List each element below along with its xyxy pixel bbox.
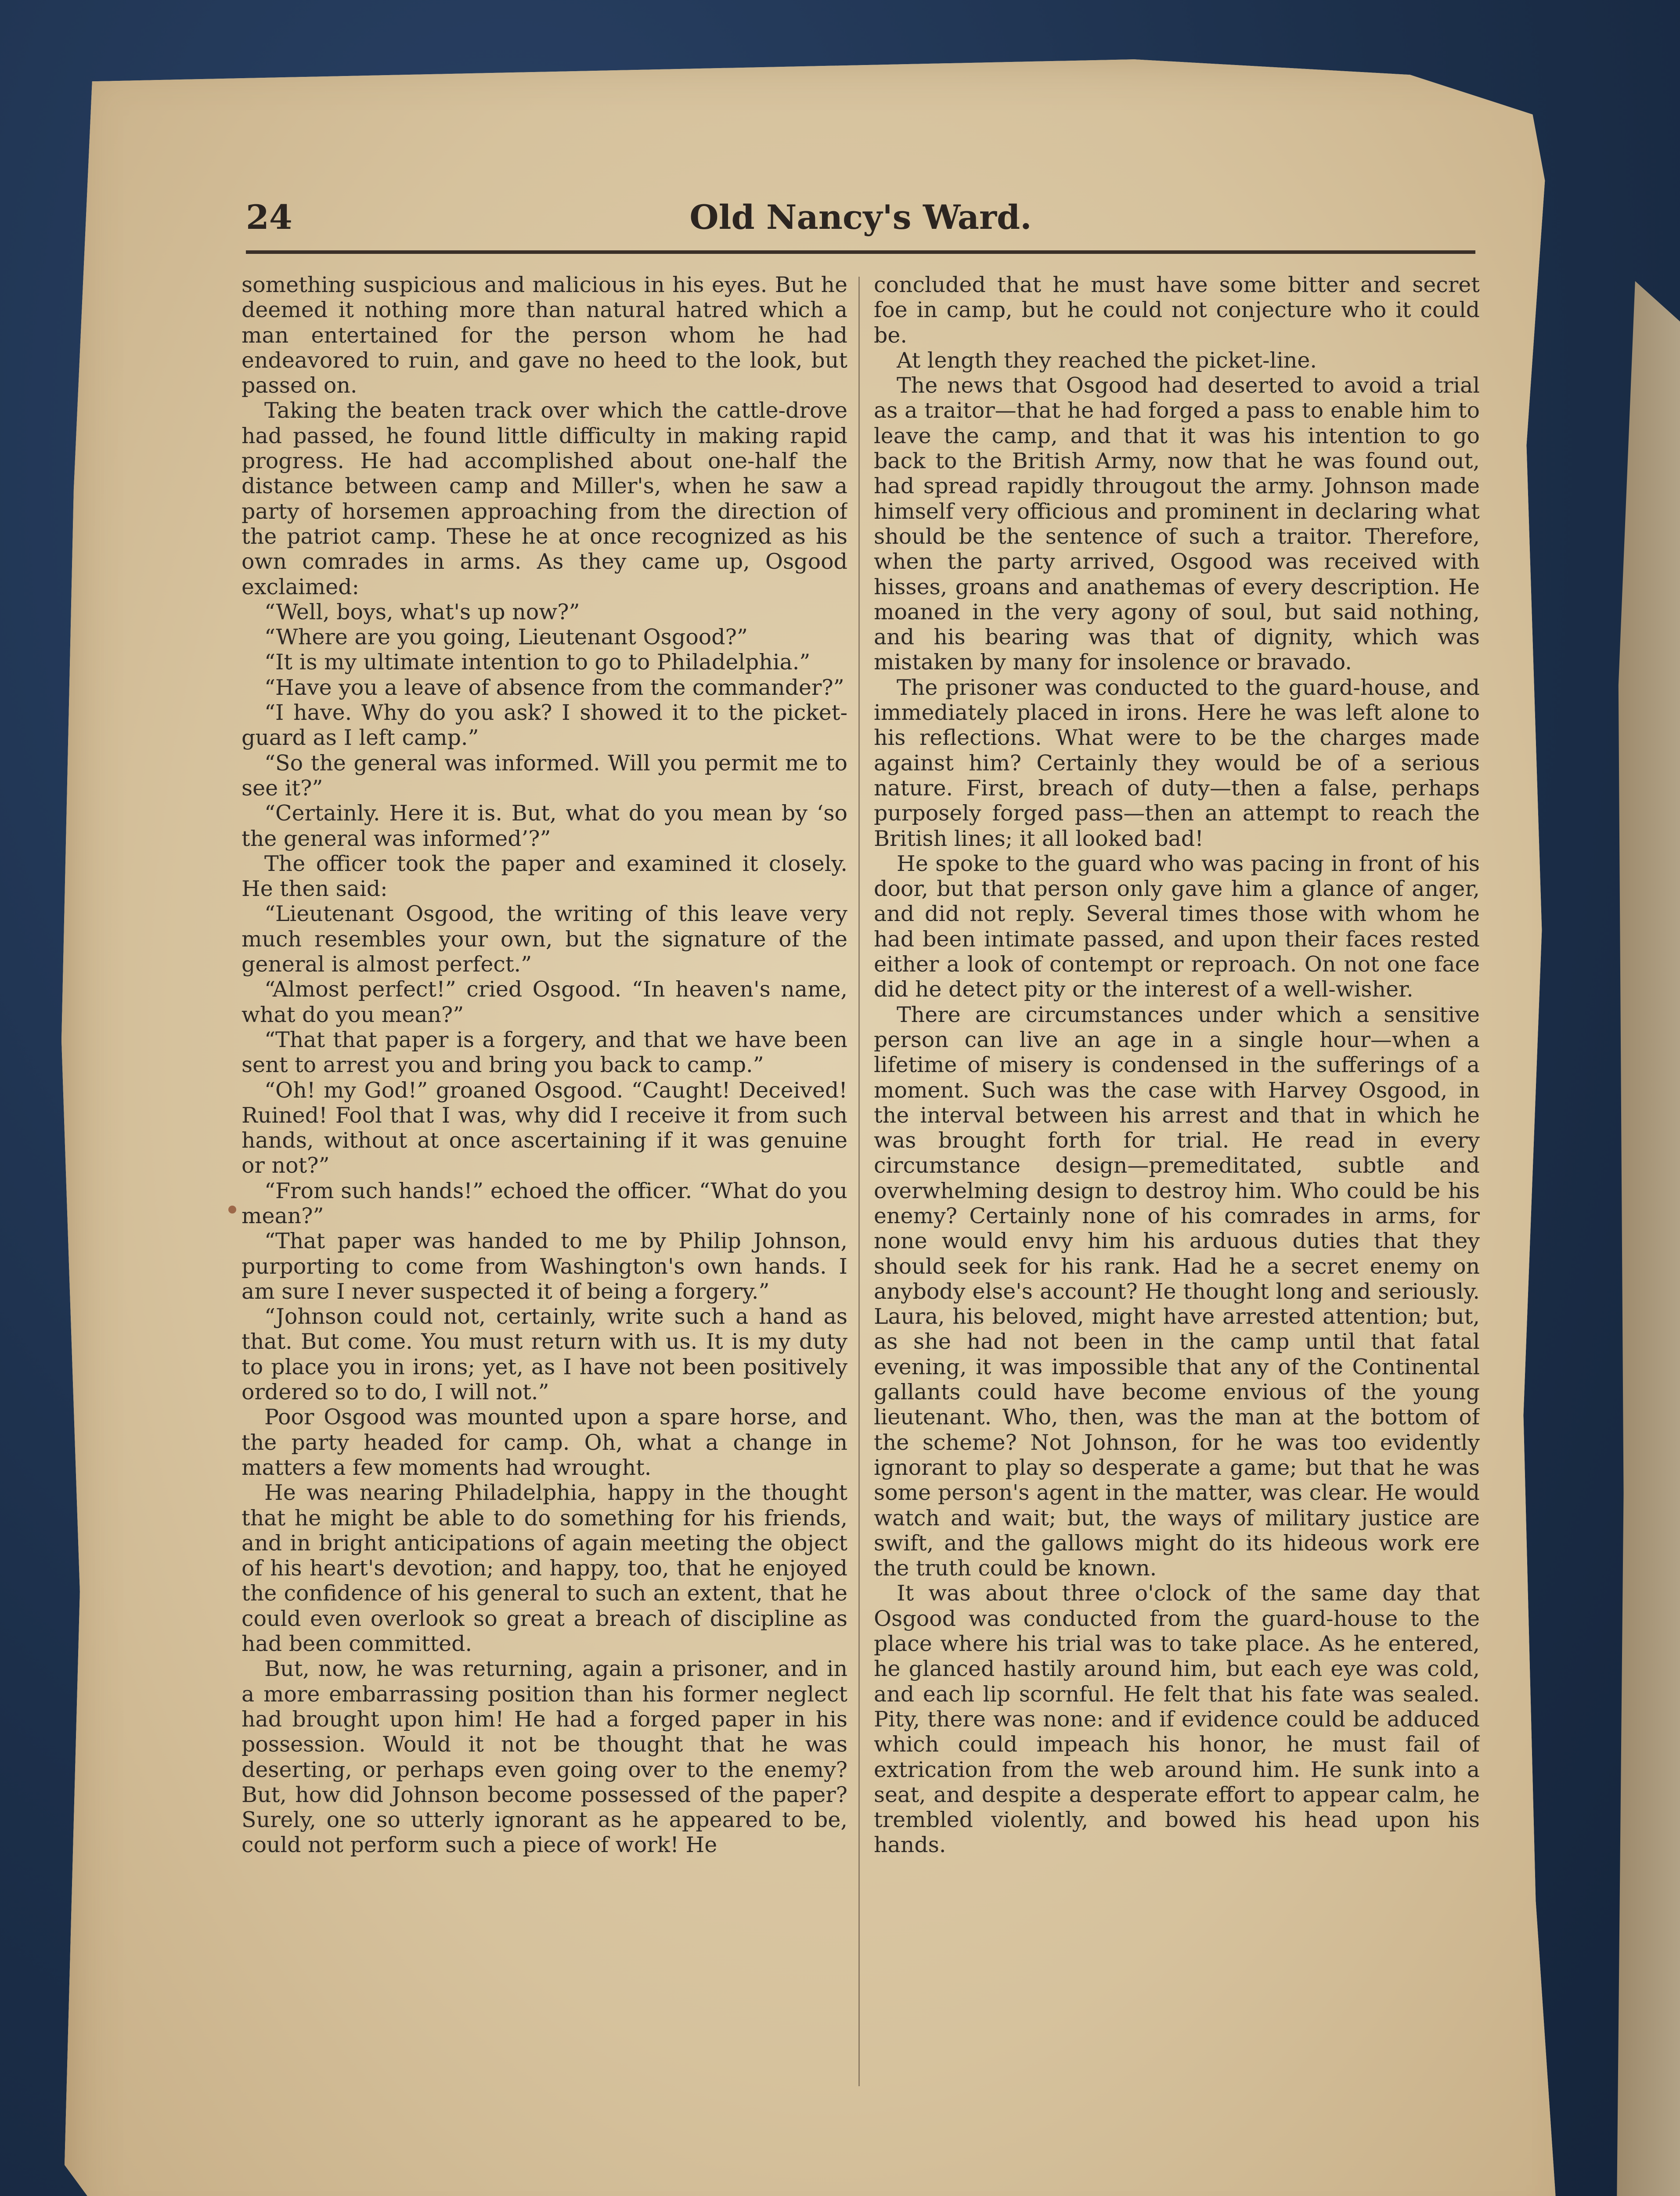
running-title: Old Nancy's Ward. <box>689 198 1032 237</box>
paragraph: “Almost perfect!” cried Osgood. “In heaven's name, what do you mean?” <box>242 977 847 1027</box>
paragraph: “Well, boys, what's up now?” <box>264 599 580 625</box>
paragraph: concluded that he must have some bitter and secret foe in camp, but he could not conjecture who it could be. <box>874 272 1480 348</box>
column-divider <box>858 277 860 2086</box>
paragraph: “Oh! my God!” groaned Osgood. “Caught! Deceived! Ruined! Fool that I was, why did I receive it from such hands, without at once ascertaining if it was genuine or not?” <box>242 1077 847 1178</box>
paragraph: “That that paper is a forgery, and that we have been sent to arrest you and bring you back to camp.” <box>242 1027 847 1078</box>
paragraph: “Johnson could not, certainly, write such a hand as that. But come. You must return with us. It is my duty to place you in irons; yet, as I have not been positively ordered so to do, I will not.” <box>242 1304 847 1405</box>
paragraph: He was nearing Philadelphia, happy in the thought that he might be able to do something for his friends, and in bright anticipations of again meeting the object of his heart's devotion; and happy, too, that he enjoyed the confidence of his general to such an extent, that he could even overlook so great a breach of discipline as had been committed. <box>242 1480 847 1657</box>
paragraph: Taking the beaten track over which the cattle-drove had passed, he found little difficulty in making rapid progress. He had accomplished about one-half the distance between camp and Miller's, when he saw a party of horsemen approaching from the direction of the patriot camp. These he at once recognized as his own comrades in arms. As they came up, Osgood exclaimed: <box>242 398 847 600</box>
paragraph: “So the general was informed. Will you permit me to see it?” <box>242 750 847 801</box>
paragraph: “Where are you going, Lieutenant Osgood?” <box>264 625 748 650</box>
paragraph: “Certainly. Here it is. But, what do you mean by ‘so the general was informed’?” <box>242 801 847 851</box>
paragraph: It was about three o'clock of the same day that Osgood was conducted from the guard-house to the place where his trial was to take place. As he entered, he glanced hastily around him, but each eye was cold, and each lip scornful. He felt that his fate was sealed. Pity, there was none: and if evidence could be adduced which could impeach his honor, he must fail of extrication from the web around him. He sunk into a seat, and despite a desperate effort to appear calm, he trembled violently, and bowed his head upon his hands. <box>874 1581 1480 1858</box>
paragraph: “I have. Why do you ask? I showed it to the picket-guard as I left camp.” <box>242 700 847 751</box>
page-header <box>246 193 1475 259</box>
paragraph: “It is my ultimate intention to go to Philadelphia.” <box>264 650 811 675</box>
ink-stain <box>228 1206 236 1214</box>
paragraph: Poor Osgood was mounted upon a spare horse, and the party headed for camp. Oh, what a change in matters a few moments had wrought. <box>242 1405 847 1480</box>
header-rule <box>246 250 1475 254</box>
paragraph: The news that Osgood had deserted to avoid a trial as a traitor—that he had forged a pass to enable him to leave the camp, and that it was his intention to go back to the British Army, now that he was found out, had spread rapidly througout the army. Johnson made himself very officious and prominent in declaring what should be the sentence of such a traitor. Therefore, when the party arrived, Osgood was received with hisses, groans and anathemas of every description. He moaned in the very agony of soul, but said nothing, and his bearing was that of dignity, which was mistaken by many for insolence or bravado. <box>874 373 1480 675</box>
right-text-column <box>874 272 1480 2095</box>
paragraph: There are circumstances under which a sensitive person can live an age in a single hour—when a lifetime of misery is condensed in the sufferings of a moment. Such was the case with Harvey Osgood, in the interval between his arrest and that in which he was brought forth for trial. He read in every circumstance design—premeditated, subtle and overwhelming design to destroy him. Who could be his enemy? Certainly none of his comrades in arms, for none would envy him his arduous duties that they should seek for his rank. Had he a secret enemy on anybody else's account? He thought long and seriously. Laura, his beloved, might have arrested attention; but, as she had not been in the camp until that fatal evening, it was impossible that any of the Continental gallants could have become envious of the young lieutenant. Who, then, was the man at the bottom of the scheme? Not Johnson, for he was too evidently ignorant to play so desperate a game; but that he was some person's agent in the matter, was clear. He would watch and wait; but, the ways of military justice are swift, and the gallows might do its hideous work ere the truth could be known. <box>874 1002 1480 1581</box>
paragraph: “From such hands!” echoed the officer. “What do you mean?” <box>242 1178 847 1228</box>
paragraph: At length they reached the picket-line. <box>897 347 1317 373</box>
adjacent-page-edge <box>1616 281 1680 2196</box>
page-number: 24 <box>246 198 292 237</box>
paragraph: “Have you a leave of absence from the commander?” <box>264 675 844 700</box>
paragraph: The prisoner was conducted to the guard-house, and immediately placed in irons. Here he was left alone to his reflections. What were to be the charges made against him? Certainly they would be of a serious nature. First, breach of duty—then a false, perhaps purposely forged pass—then an attempt to reach the British lines; it all looked bad! <box>874 675 1480 851</box>
paragraph: “That paper was handed to me by Philip Johnson, purporting to come from Washington's own hands. I am sure I never suspected it of being a forgery.” <box>242 1228 847 1304</box>
paragraph: “Lieutenant Osgood, the writing of this leave very much resembles your own, but the signature of the general is almost perfect.” <box>242 901 847 977</box>
paragraph: He spoke to the guard who was pacing in front of his door, but that person only gave him a glance of anger, and did not reply. Several times those with whom he had been intimate passed, and upon their faces rested either a look of contempt or reproach. On not one face did he detect pity or the interest of a well-wisher. <box>874 851 1480 1002</box>
paragraph: The officer took the paper and examined it closely. He then said: <box>242 851 847 902</box>
paragraph: something suspicious and malicious in his eyes. But he deemed it nothing more than natural hatred which a man entertained for the person whom he had endeavored to ruin, and gave no heed to the look, but passed on. <box>242 272 847 398</box>
left-text-column <box>242 272 847 2095</box>
paragraph: But, now, he was returning, again a prisoner, and in a more embarrassing position than his former neglect had brought upon him! He had a forged paper in his possession. Would it not be thought that he was deserting, or perhaps even going over to the enemy? But, how did Johnson become possessed of the paper? Surely, one so utterly ignorant as he appeared to be, could not perform such a piece of work! He <box>242 1656 847 1858</box>
